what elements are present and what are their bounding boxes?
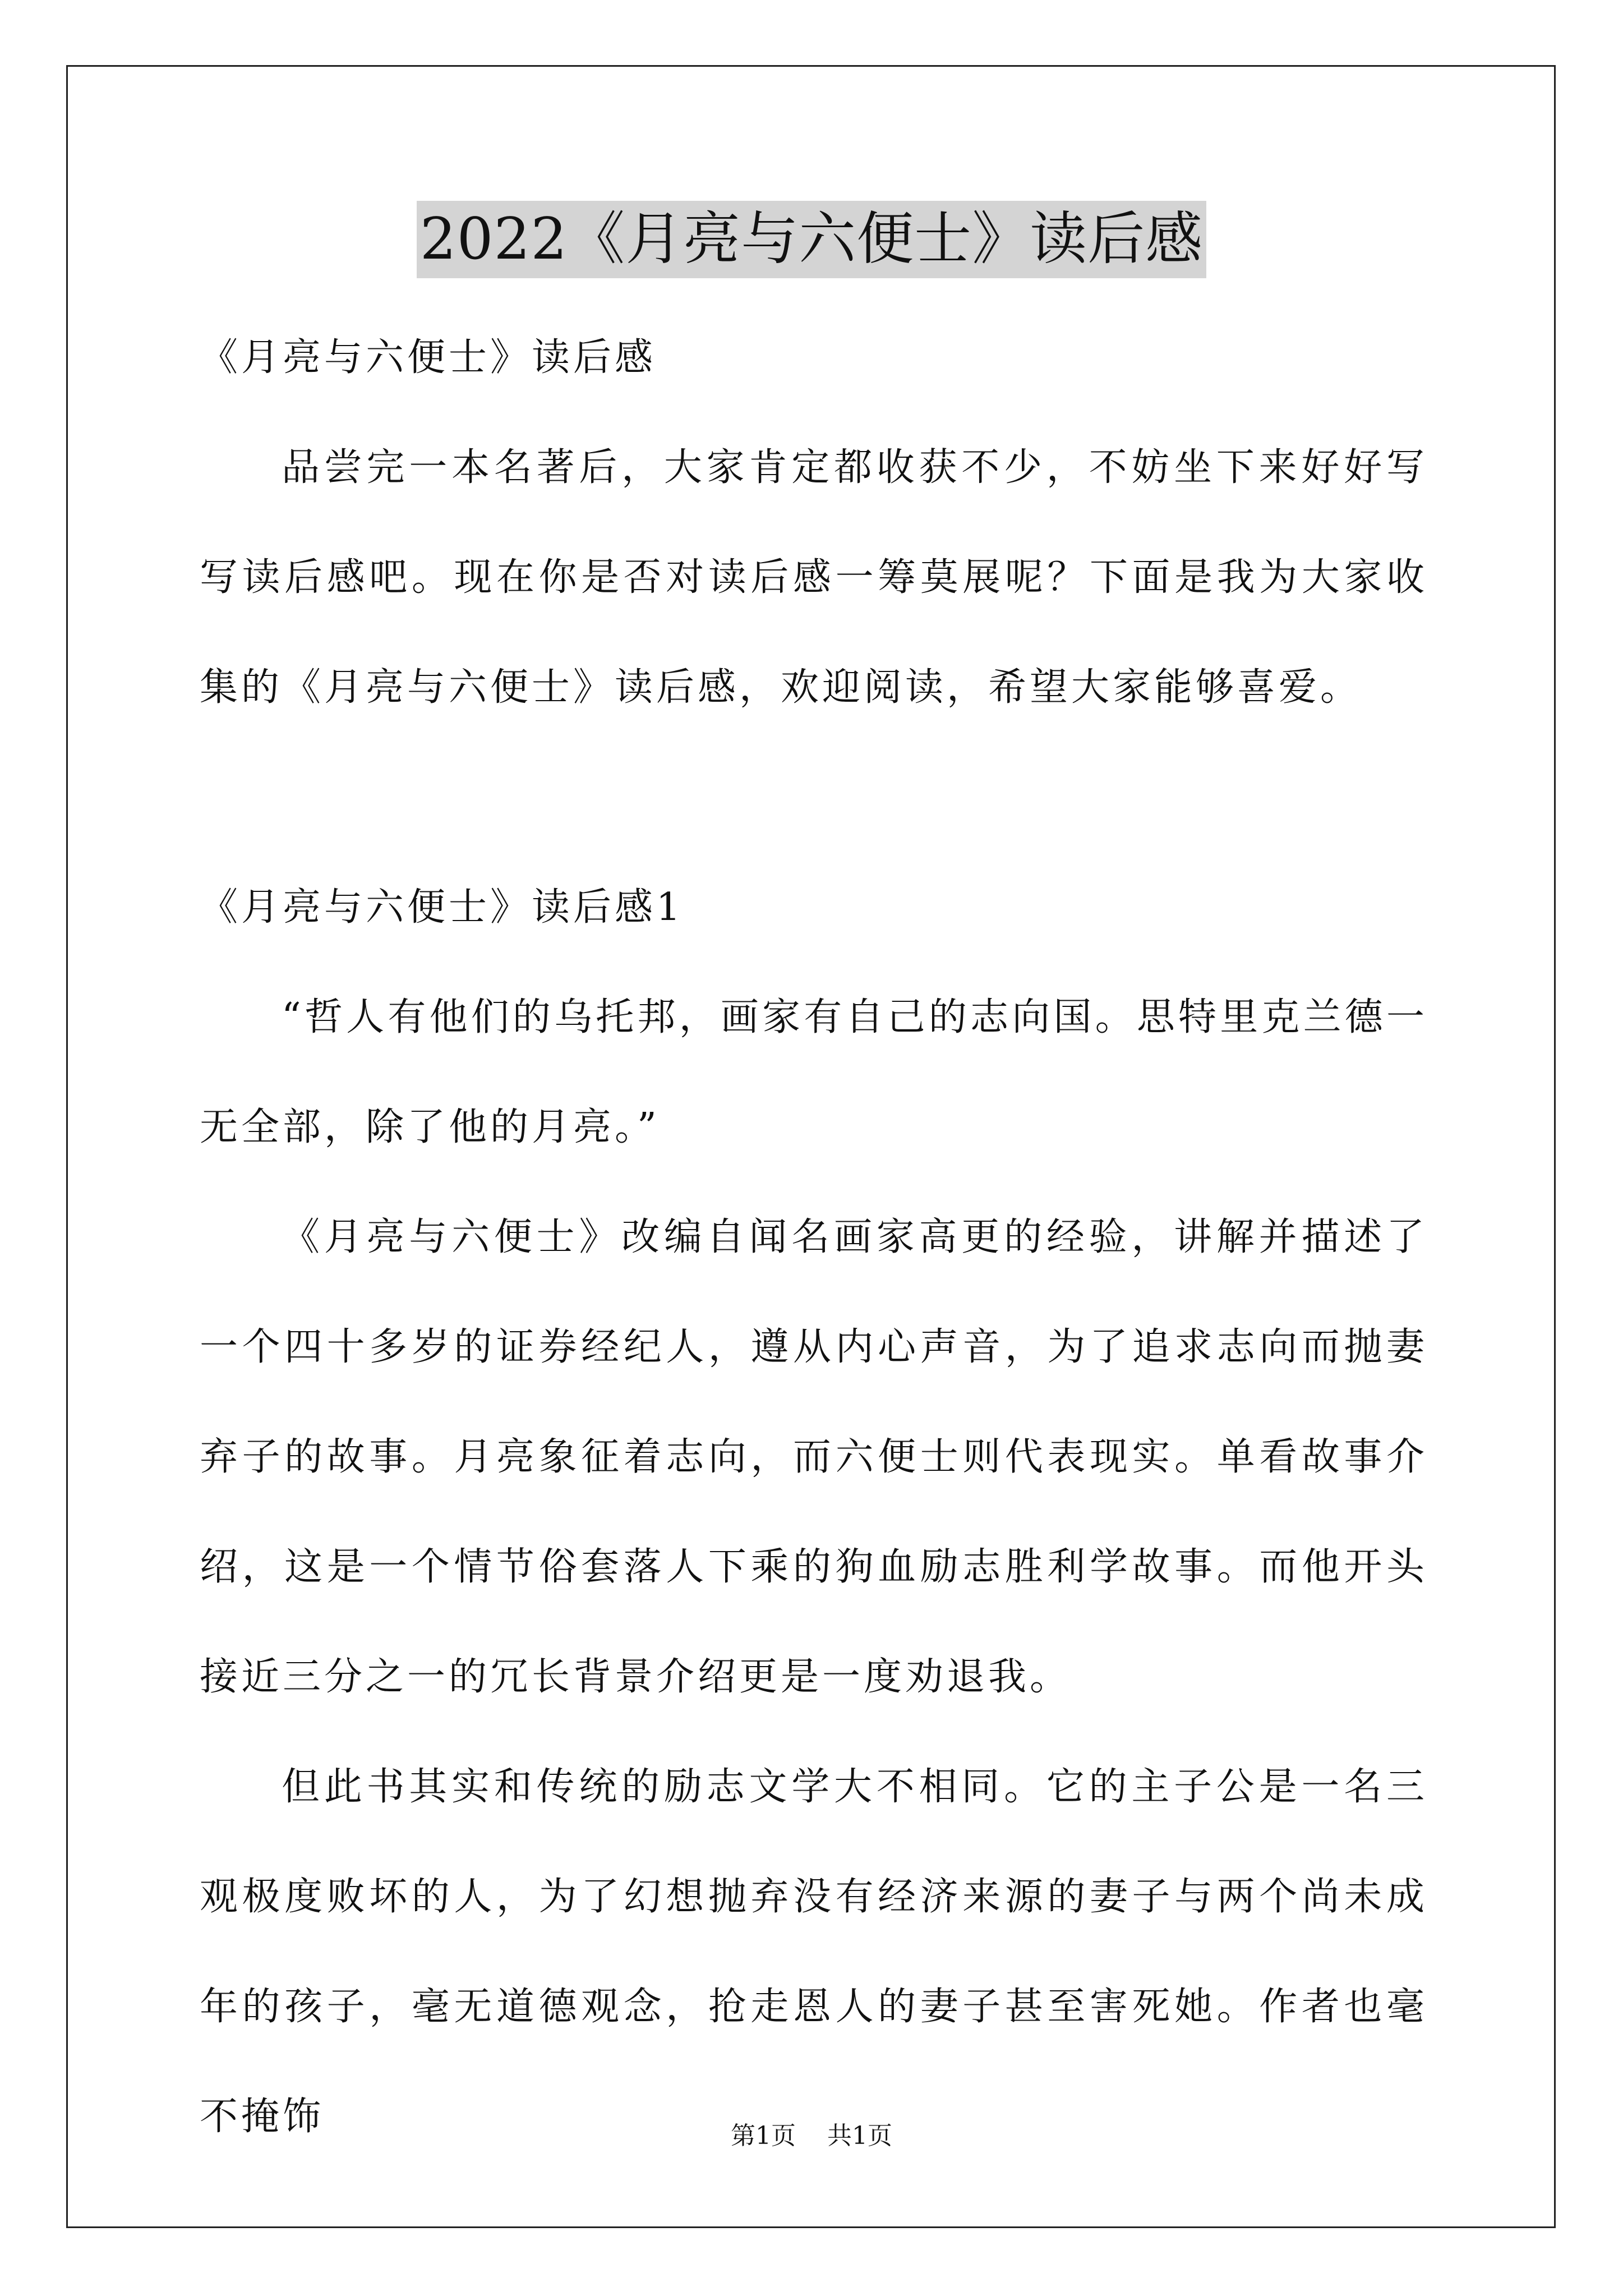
section-heading-1: 《月亮与六便士》读后感1 bbox=[200, 885, 684, 930]
intro-paragraph: 品尝完一本名著后，大家肯定都收获不少，不妨坐下来好好写写读后感吧。现在你是否对读后感一筹莫展呢？下面是我为大家收集的《月亮与六便士》读后感，欢迎阅读，希望大家能够喜爱。 bbox=[200, 445, 1428, 710]
body-paragraph: 《月亮与六便士》改编自闻名画家高更的经验，讲解并描述了一个四十多岁的证券经纪人，遵从内心声音，为了追求志向而抛妻弃子的故事。月亮象征着志向，而六便士则代表现实。单看故事介绍，这是一个情节俗套落人下乘的狗血励志胜利学故事。而他开头接近三分之一的冗长背景介绍更是一度劝退我。 bbox=[200, 1215, 1428, 1699]
section-spacer bbox=[200, 743, 1428, 853]
section-heading-intro: 《月亮与六便士》读后感 bbox=[200, 335, 657, 380]
page-number: 第1页 bbox=[731, 2122, 796, 2150]
title-container bbox=[0, 201, 1623, 278]
page-footer bbox=[0, 2119, 1623, 2153]
document-title: 2022《月亮与六便士》读后感 bbox=[417, 201, 1207, 278]
body-paragraph: 但此书其实和传统的励志文学大不相同。它的主子公是一名三观极度败坏的人，为了幻想抛弃没有经济来源的妻子与两个尚未成年的孩子，毫无道德观念，抢走恩人的妻子甚至害死她。作者也毫不掩饰 bbox=[200, 1765, 1428, 2139]
page-total: 共1页 bbox=[827, 2122, 892, 2150]
document-body bbox=[200, 303, 1428, 2172]
quote-paragraph: “哲人有他们的乌托邦，画家有自己的志向国。思特里克兰德一无全部，除了他的月亮。” bbox=[200, 995, 1428, 1149]
